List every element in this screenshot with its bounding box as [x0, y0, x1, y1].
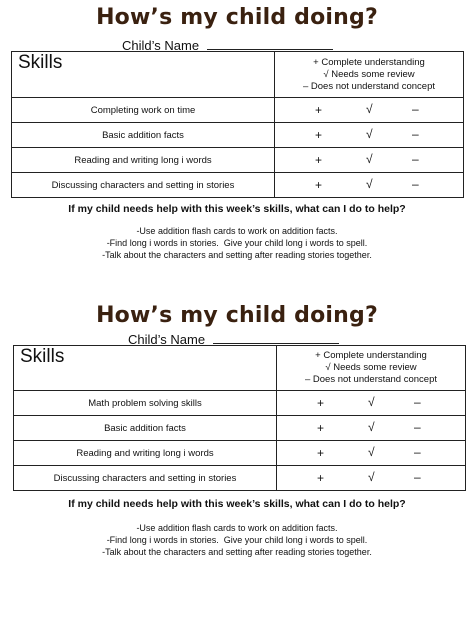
minus-mark[interactable]: –	[412, 127, 419, 141]
skills-table	[13, 345, 466, 491]
check-mark[interactable]: √	[366, 177, 373, 191]
skill-label: Discussing characters and setting in stories	[12, 173, 275, 198]
rating-cell[interactable]	[277, 416, 466, 441]
tip-item: -Talk about the characters and setting after reading stories together.	[102, 250, 372, 260]
legend-complete: + Complete understanding	[315, 350, 427, 361]
skill-label: Math problem solving skills	[14, 391, 277, 416]
rating-cell[interactable]	[277, 391, 466, 416]
legend-not-understand: – Does not understand concept	[302, 80, 436, 92]
table-row	[14, 391, 466, 416]
legend	[277, 346, 466, 391]
check-mark[interactable]: √	[368, 470, 375, 484]
plus-mark[interactable]: +	[317, 446, 325, 460]
plus-mark[interactable]: +	[315, 153, 323, 167]
table-row	[14, 441, 466, 466]
help-tips	[0, 522, 474, 558]
help-question: If my child needs help with this week’s skills, what can I do to help?	[68, 498, 406, 510]
skills-header: Skills	[12, 52, 275, 98]
tip-item: -Find long i words in stories. Give your child long i words to spell.	[106, 238, 368, 248]
skill-label: Completing work on time	[12, 98, 275, 123]
skills-header: Skills	[14, 346, 277, 391]
skill-label: Reading and writing long i words	[12, 148, 275, 173]
legend-review: √ Needs some review	[323, 68, 415, 80]
plus-mark[interactable]: +	[317, 396, 325, 410]
plus-mark[interactable]: +	[317, 471, 325, 485]
check-mark[interactable]: √	[368, 445, 375, 459]
plus-mark[interactable]: +	[315, 103, 323, 117]
legend-review: √ Needs some review	[325, 362, 417, 373]
plus-mark[interactable]: +	[315, 178, 323, 192]
tip-item: -Talk about the characters and setting after reading stories together.	[102, 547, 372, 557]
check-mark[interactable]: √	[366, 152, 373, 166]
minus-mark[interactable]: –	[414, 470, 421, 484]
minus-mark[interactable]: –	[412, 177, 419, 191]
worksheet-title: How’s my child doing?	[96, 303, 378, 328]
skill-label: Basic addition facts	[14, 416, 277, 441]
child-name-label: Child’s Name	[122, 38, 200, 53]
check-mark[interactable]: √	[366, 127, 373, 141]
skill-label: Discussing characters and setting in stories	[14, 466, 277, 491]
tip-item: -Use addition flash cards to work on addition facts.	[136, 523, 338, 533]
minus-mark[interactable]: –	[414, 445, 421, 459]
minus-mark[interactable]: –	[412, 152, 419, 166]
tip-item: -Find long i words in stories. Give your child long i words to spell.	[106, 535, 368, 545]
check-mark[interactable]: √	[368, 395, 375, 409]
check-mark[interactable]: √	[366, 102, 373, 116]
legend-not-understand: – Does not understand concept	[304, 374, 438, 385]
rating-cell[interactable]	[277, 466, 466, 491]
help-question: If my child needs help with this week’s skills, what can I do to help?	[68, 203, 406, 215]
minus-mark[interactable]: –	[414, 395, 421, 409]
skill-label: Reading and writing long i words	[14, 441, 277, 466]
minus-mark[interactable]: –	[412, 102, 419, 116]
rating-cell[interactable]	[277, 441, 466, 466]
table-row	[14, 416, 466, 441]
tip-item: -Use addition flash cards to work on addition facts.	[136, 226, 338, 236]
plus-mark[interactable]: +	[315, 128, 323, 142]
table-row	[14, 466, 466, 491]
check-mark[interactable]: √	[368, 420, 375, 434]
skill-label: Basic addition facts	[12, 123, 275, 148]
legend-complete: + Complete understanding	[313, 56, 425, 68]
plus-mark[interactable]: +	[317, 421, 325, 435]
minus-mark[interactable]: –	[414, 420, 421, 434]
child-name-label: Child’s Name	[128, 332, 206, 347]
worksheet-title: How’s my child doing?	[96, 5, 378, 30]
child-name-field[interactable]	[213, 331, 339, 344]
